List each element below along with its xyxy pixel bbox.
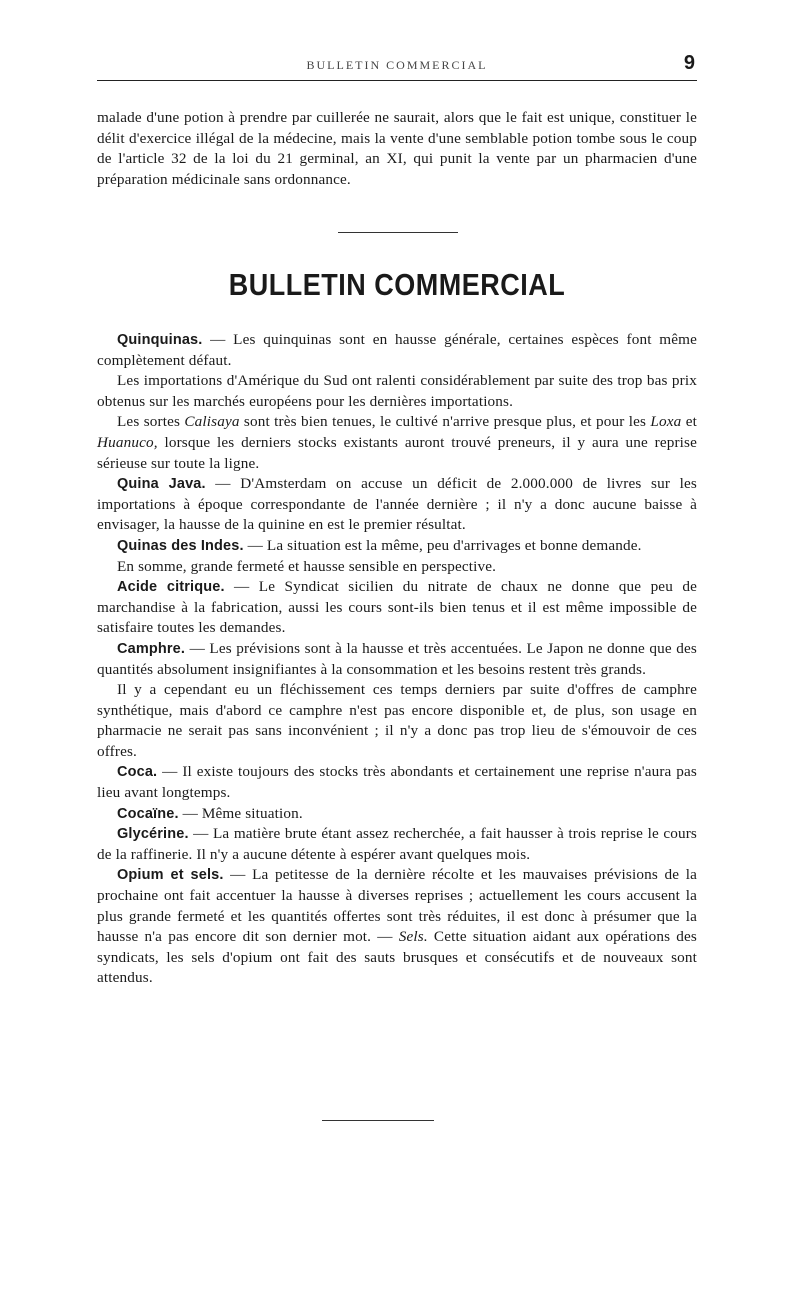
separator-rule-top <box>338 232 458 233</box>
entry-quinquinas-p2: Les importations d'Amérique du Sud ont ralenti considérablement par suite des trop bas prix obtenus sur les marchés européens pour les dernières importations. <box>97 372 697 410</box>
entry-text: — Même situation. <box>178 804 303 822</box>
commercial-entries <box>97 330 697 989</box>
section-title: BULLETIN COMMERCIAL <box>228 268 566 302</box>
entry-text: — La petitesse de la dernière récolte et les mauvaises prévisions de la prochaine ont fait accentuer la hausse à diverses reprises ; actuellement les cours accusent la plus grande fermeté et les quantités offertes sont très réduites, il est donc à présumer que la hausse n'a pas encore dit son dernier mot. — <box>97 866 697 946</box>
entry-text: — Le Syndicat sicilien du nitrate de chaux ne donne que peu de marchandise à la fabrication, aussi les cours sont-ils bien tenus et il est même impossible de satisfaire toutes les demandes. <box>97 578 697 637</box>
entry-text: et <box>681 413 697 431</box>
entry-text: Cette situation aidant aux opérations des syndicats, les sels d'opium ont fait des sauts brusques et consécutifs et de nouveaux sont attendus. <box>97 928 697 987</box>
entry-text: — La matière brute étant assez recherchée, a fait hausser à trois reprise le cours de la raffinerie. Il n'y a aucune détente à espérer avant quelques mois. <box>97 825 697 863</box>
entry-term: Camphre. <box>117 640 186 657</box>
page-number: 9 <box>683 52 695 74</box>
entry-quinas-des-indes-p2: En somme, grande fermeté et hausse sensible en perspective. <box>117 557 497 575</box>
entry-term: Quinquinas. <box>117 332 203 348</box>
entry-text: — D'Amsterdam on accuse un déficit de 2.000.000 de livres sur les importations à époque correspondante de l'année dernière ; il n'y a donc aucune baisse à envisager, la hausse de la quinine en est le premier résultat. <box>97 475 697 534</box>
entry-text: — Il existe toujours des stocks très abondants et certainement une reprise n'aura pas lieu avant longtemps. <box>97 763 697 802</box>
variety-huanuco: Huanuco, <box>97 433 158 451</box>
entry-text: Les sortes <box>117 413 185 431</box>
entry-term: Quina Java. <box>117 476 206 493</box>
header-rule <box>97 80 697 81</box>
entry-glycerine <box>97 824 697 865</box>
entry-cocaine <box>97 804 697 825</box>
entry-term: Cocaïne. <box>117 805 179 822</box>
entry-coca <box>97 762 697 803</box>
entry-text: — Les prévisions sont à la hausse et très accentuées. Le Japon ne donne que des quantités absolument insignifiantes à la consommation et les besoins restent très grands. <box>97 639 697 678</box>
entry-acide-citrique <box>97 577 697 639</box>
entry-quina-java <box>97 474 697 536</box>
intro-text: malade d'une potion à prendre par cuillerée ne saurait, alors que le fait est unique, constituer le délit d'exercice illégal de la médecine, mais la vente d'une semblable potion tombe sous le coup de l'article 32 de la loi du 21 germinal, an XI, qui punit la vente par un pharmacien d'une préparation médicinale sans ordonnance. <box>97 109 697 188</box>
entry-quinas-des-indes <box>97 536 697 557</box>
entry-term: Coca. <box>117 764 158 781</box>
entry-opium-et-sels <box>97 865 697 989</box>
variety-calisaya: Calisaya <box>184 413 240 431</box>
entry-camphre <box>97 639 697 680</box>
entry-quinquinas-p3 <box>97 412 697 474</box>
running-title: BULLETIN COMMERCIAL <box>306 58 488 72</box>
entry-text: — La situation est la même, peu d'arrivages et bonne demande. <box>243 536 642 554</box>
running-header <box>97 52 697 76</box>
separator-rule-bottom <box>322 1120 434 1121</box>
entry-text: lorsque les derniers stocks existants auront trouvé preneurs, il y aura une reprise sérieuse sur toute la ligne. <box>97 433 697 472</box>
entry-text: sont très bien tenues, le cultivé n'arrive presque plus, et pour les <box>239 413 651 431</box>
entry-term: Quinas des Indes. <box>117 537 244 554</box>
entry-term: Acide citrique. <box>117 579 225 596</box>
entry-camphre-p2: Il y a cependant eu un fléchissement ces temps derniers par suite d'offres de camphre synthétique, mais d'abord ce camphre n'est pas encore disponible et, de plus, son usage en pharmacie ne serait pas sans inconvénient ; il n'y a donc pas trop lieu de s'émouvoir de ces offres. <box>97 681 697 760</box>
subterm-sels: Sels. <box>398 928 428 946</box>
entry-term: Glycérine. <box>117 826 189 843</box>
variety-loxa: Loxa <box>650 413 682 431</box>
intro-paragraph <box>97 108 697 190</box>
entry-text: — Les quinquinas sont en hausse générale, certaines espèces font même complètement défaut. <box>97 331 697 369</box>
entry-quinquinas <box>97 330 697 371</box>
entry-term: Opium et sels. <box>117 867 224 884</box>
